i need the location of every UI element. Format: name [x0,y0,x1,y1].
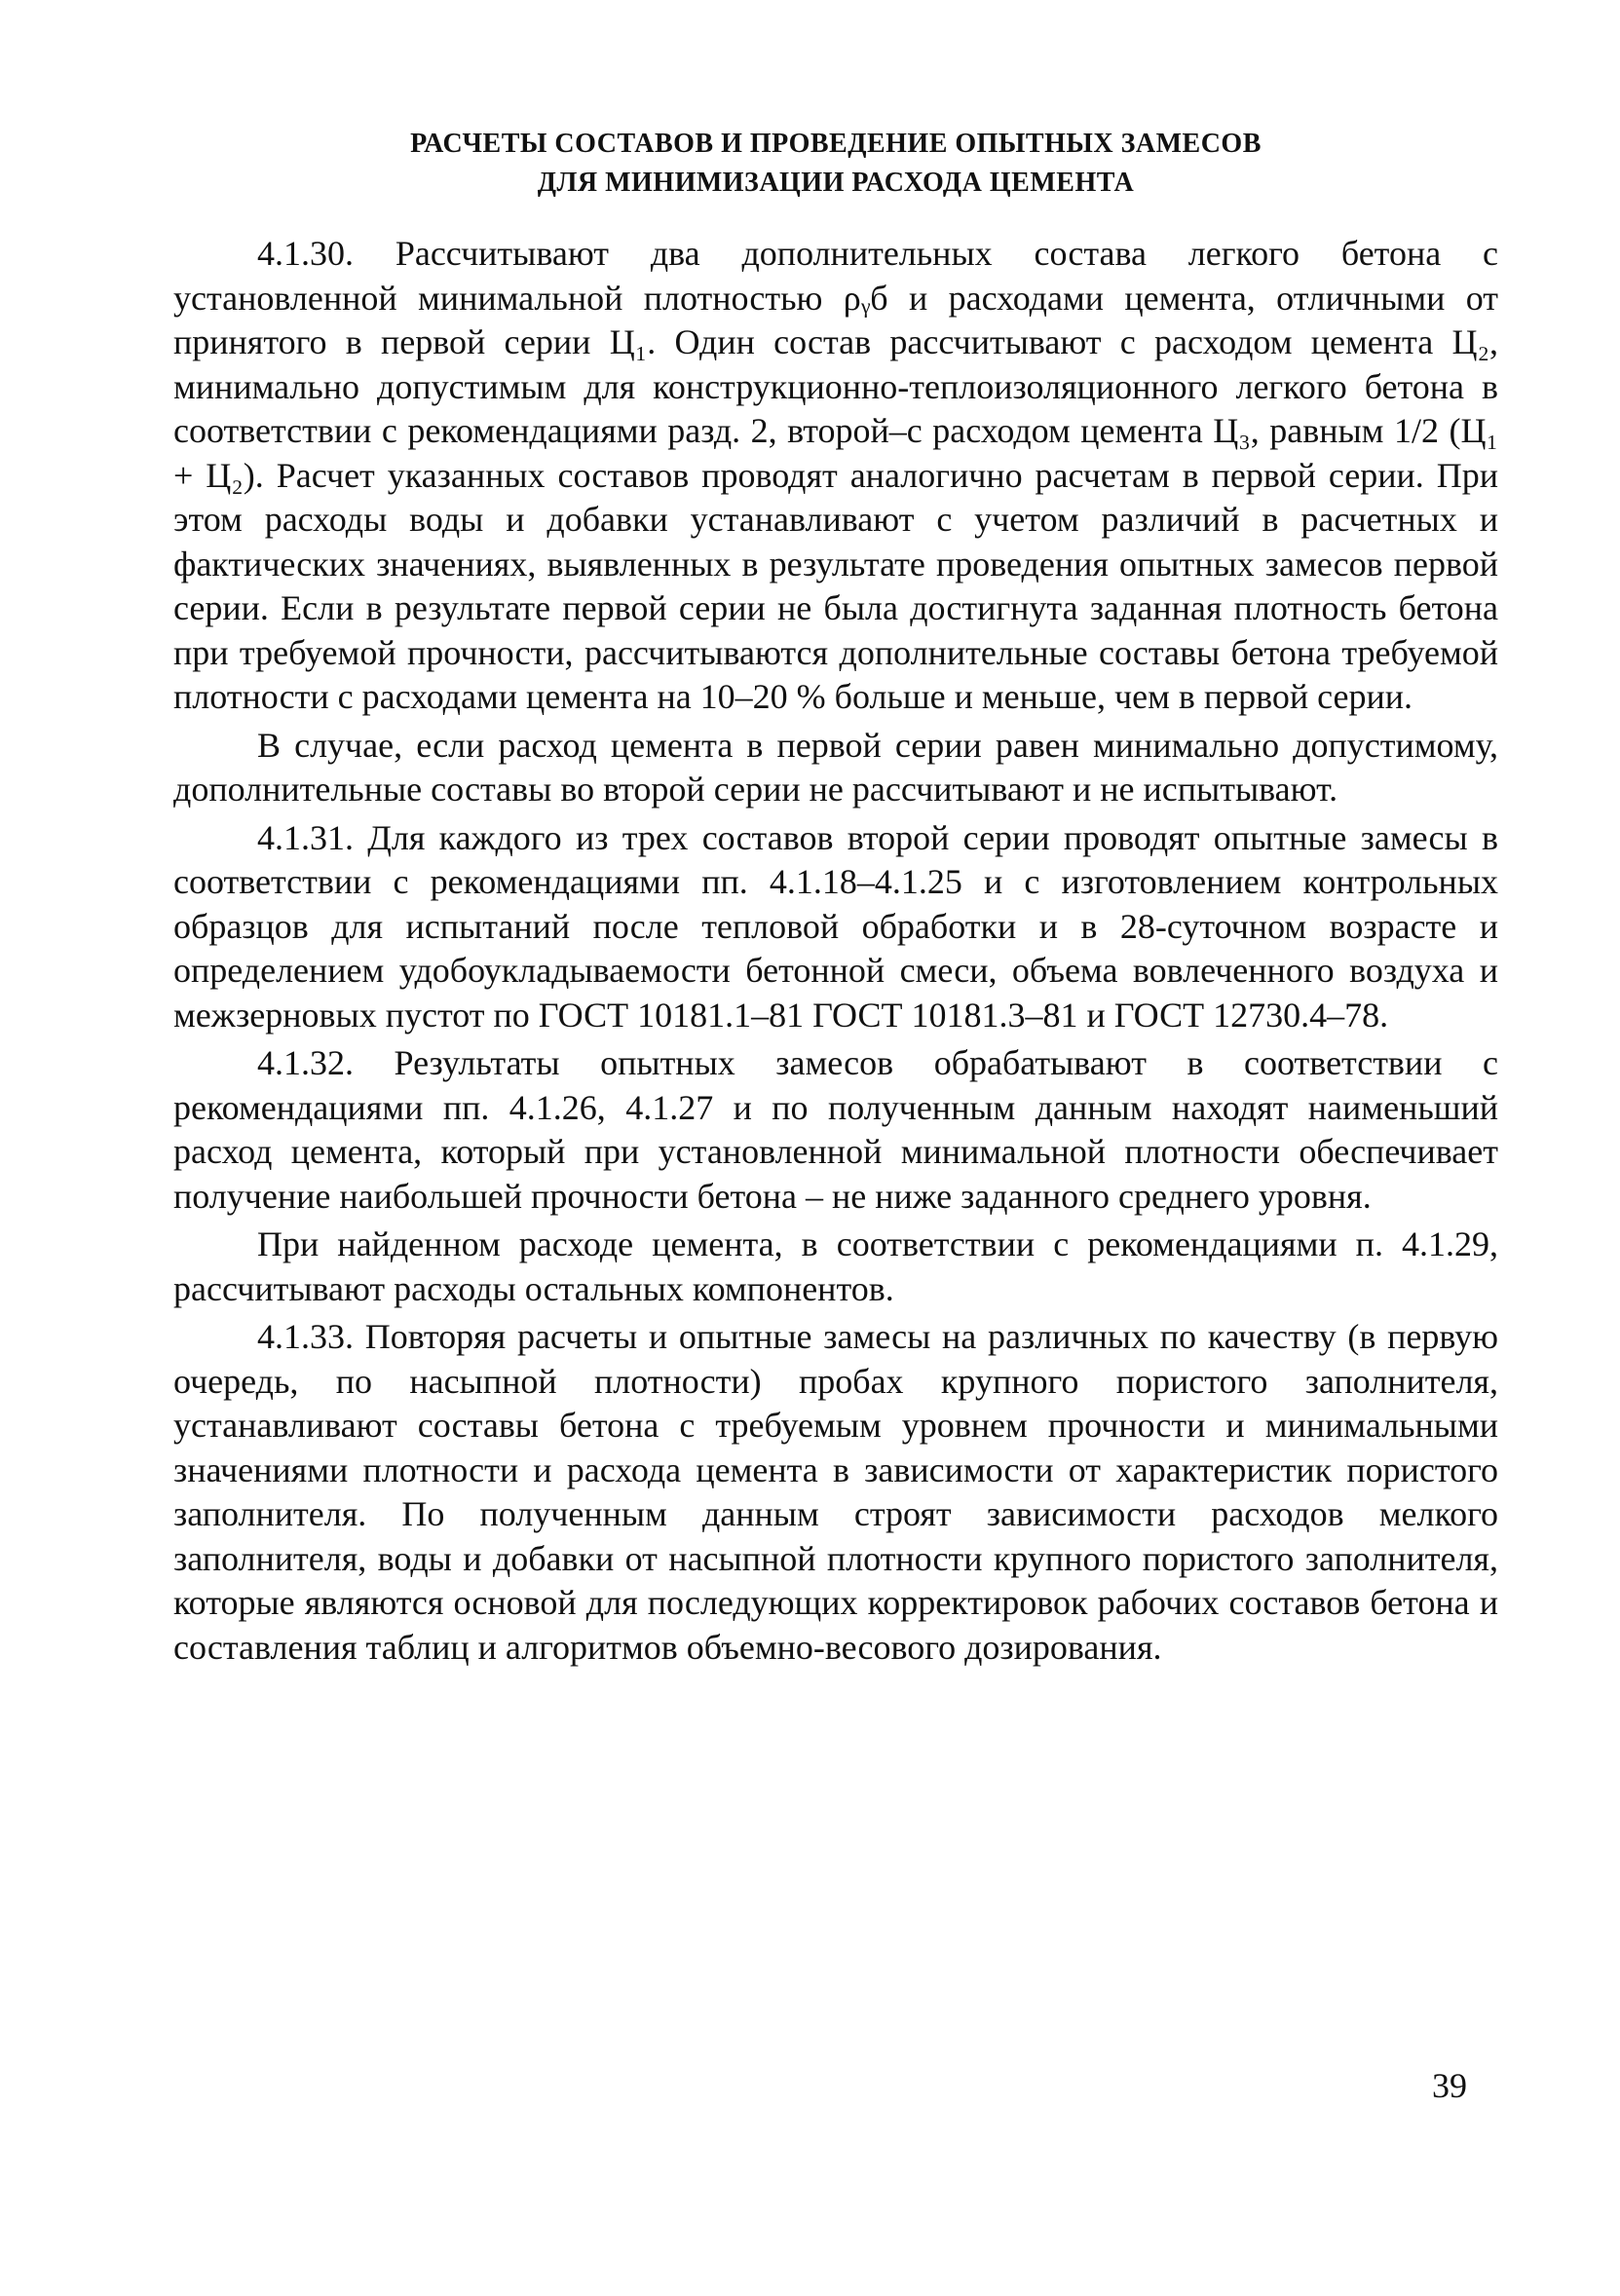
section-heading [173,125,1498,203]
paragraph-4-1-33: 4.1.33. Повторяя расчеты и опытные замесы на различных по качеству (в первую очередь, по насыпной плотности) пробах крупного пористого заполнителя, устанавливают составы бетона с требуемым уровнем прочности и минимальными значениями плотности и расхода цемента в зависимости от характеристик пористого заполнителя. По полученным данным строят зависимости расходов мелкого заполнителя, воды и добавки от насыпной плотности крупного пористого заполнителя, которые являются основой для последующих корректировок рабочих составов бетона и составления таблиц и алгоритмов объемно-весового дозирования. [173,1317,1498,1667]
paragraph-4-1-31: 4.1.31. Для каждого из трех составов второй серии проводят опытные замесы в соответствии с рекомендациями пп. 4.1.18–4.1.25 и с изготовлением контрольных образцов для испытаний после тепловой обработки и в 28-суточном возрасте и определением удобоукладываемости бетонной смеси, объема вовлеченного воздуха и межзерновых пустот по ГОСТ 10181.1–81 ГОСТ 10181.3–81 и ГОСТ 12730.4–78. [173,817,1498,1035]
heading-line-1: РАСЧЕТЫ СОСТАВОВ И ПРОВЕДЕНИЕ ОПЫТНЫХ ЗАМЕСОВ [410,129,1262,159]
paragraph-4-1-32: 4.1.32. Результаты опытных замесов обрабатывают в соответствии с рекомендациями пп. 4.1.26, 4.1.27 и по полученным данным находят наименьший расход цемента, который при установленной минимальной плотности обеспечивает получение наибольшей прочности бетона – не ниже заданного среднего уровня. [173,1043,1498,1216]
heading-line-2: ДЛЯ МИНИМИЗАЦИИ РАСХОДА ЦЕМЕНТА [537,168,1135,198]
document-page [173,125,1498,1674]
paragraph-minimal-cement-case: В случае, если расход цемента в первой серии равен минимально допустимому, дополнительные составы во второй серии не рассчитывают и не испытывают. [173,725,1498,809]
page-number: 39 [1432,2066,1467,2105]
paragraph-found-cement-consumption: При найденном расходе цемента, в соответствии с рекомендациями п. 4.1.29, рассчитывают расходы остальных компонентов. [173,1224,1498,1308]
paragraph-4-1-30: 4.1.30. Рассчитывают два дополнительных состава легкого бетона с установленной минимальной плотностью ρᵧб и расходами цемента, отличными от принятого в первой серии Ц₁. Один состав рассчитывают с расходом цемента Ц₂, минимально допустимым для конструкционно-теплоизоляционного легкого бетона в соответствии с рекомендациями разд. 2, второй–с расходом цемента Ц₃, равным 1/2 (Ц₁ + Ц₂). Расчет указанных составов проводят аналогично расчетам в первой серии. При этом расходы воды и добавки устанавливают с учетом различий в расчетных и фактических значениях, выявленных в результате проведения опытных замесов первой серии. Если в результате первой серии не была достигнута заданная плотность бетона при требуемой прочности, рассчитываются дополнительные составы бетона требуемой плотности с расходами цемента на 10–20 % больше и меньше, чем в первой серии. [173,234,1498,716]
